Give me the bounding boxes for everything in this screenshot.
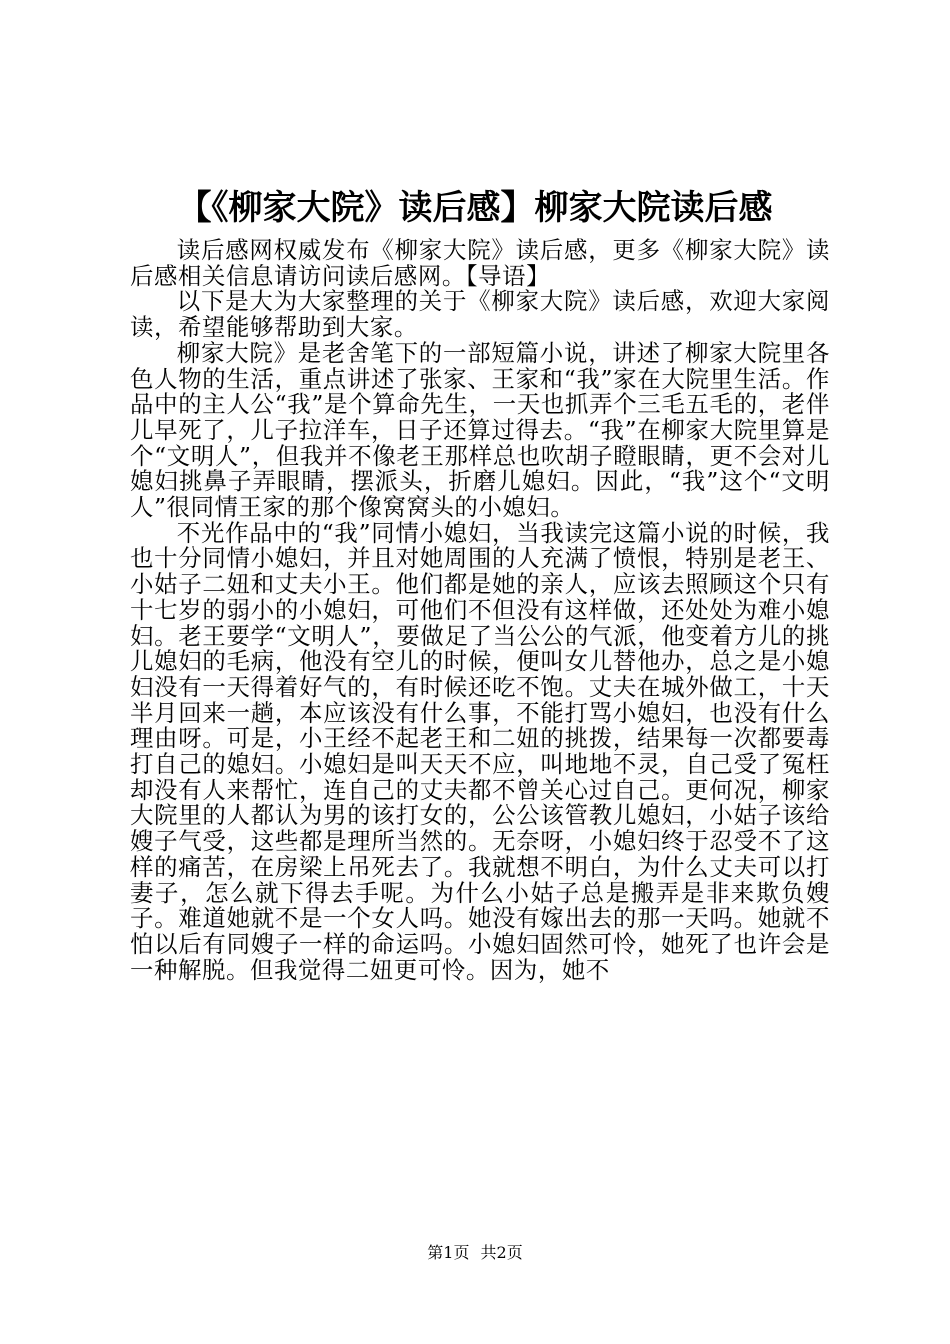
paragraph-reflection: 不光作品中的“我”同情小媳妇，当我读完这篇小说的时候，我也十分同情小媳妇，并且对她周围的人充满了愤恨，特别是老王、小姑子二妞和丈夫小王。他们都是她的亲人，应该去照顾这个只有十七岁的弱小的小媳妇，可他们不但没有这样做，还处处为难小媳妇。老王要学“文明人”，要做足了当公公的气派，他变着方儿的挑儿媳妇的毛病，他没有空儿的时候，便叫女儿替他办，总之是小媳妇没有一天得着好气的，有时候还吃不饱。丈夫在城外做工，十天半月回来一趟，本应该没有什么事，不能打骂小媳妇，也没有什么理由呀。可是，小王经不起老王和二妞的挑拨，结果每一次都要毒打自己的媳妇。小媳妇是叫天天不应，叫地地不灵，自己受了冤枉却没有人来帮忙，连自己的丈夫都不曾关心过自己。更何况，柳家大院里的人都认为男的该打女的，公公该管教儿媳妇，小姑子该给嫂子气受，这些都是理所当然的。无奈呀，小媳妇终于忍受不了这样的痛苦，在房梁上吊死去了。我就想不明白，为什么丈夫可以打妻子，怎么就下得去手呢。为什么小姑子总是搬弄是非来欺负嫂子。难道她就不是一个女人吗。她没有嫁出去的那一天吗。她就不怕以后有同嫂子一样的命运吗。小媳妇固然可怜，她死了也许会是一种解脱。但我觉得二妞更可怜。因为，她不 [130,518,830,984]
page-number-current: 第1页 [427,1243,470,1262]
document-title: 【《柳家大院》读后感】柳家大院读后感 [177,188,773,228]
paragraph-intro: 读后感网权威发布《柳家大院》读后感，更多《柳家大院》读后感相关信息请访问读后感网。【导语】 [130,236,830,290]
page-number-total: 共2页 [480,1243,523,1262]
page-footer [0,1242,950,1264]
document-body [130,238,830,983]
paragraph-lead: 以下是大为大家整理的关于《柳家大院》读后感，欢迎大家阅读，希望能够帮助到大家。 [130,287,830,342]
paragraph-summary: 柳家大院》是老舍笔下的一部短篇小说，讲述了柳家大院里各色人物的生活，重点讲述了张家、王家和“我”家在大院里生活。作品中的主人公“我”是个算命先生，一天也抓弄个三毛五毛的，老伴儿早死了，儿子拉洋车，日子还算过得去。“我”在柳家大院里算是个“文明人”，但我并不像老王那样总也吹胡子瞪眼睛，更不会对儿媳妇挑鼻子弄眼睛，摆派头，折磨儿媳妇。因此，“我”这个“文明人”很同情王家的那个像窝窝头的小媳妇。 [130,338,830,522]
